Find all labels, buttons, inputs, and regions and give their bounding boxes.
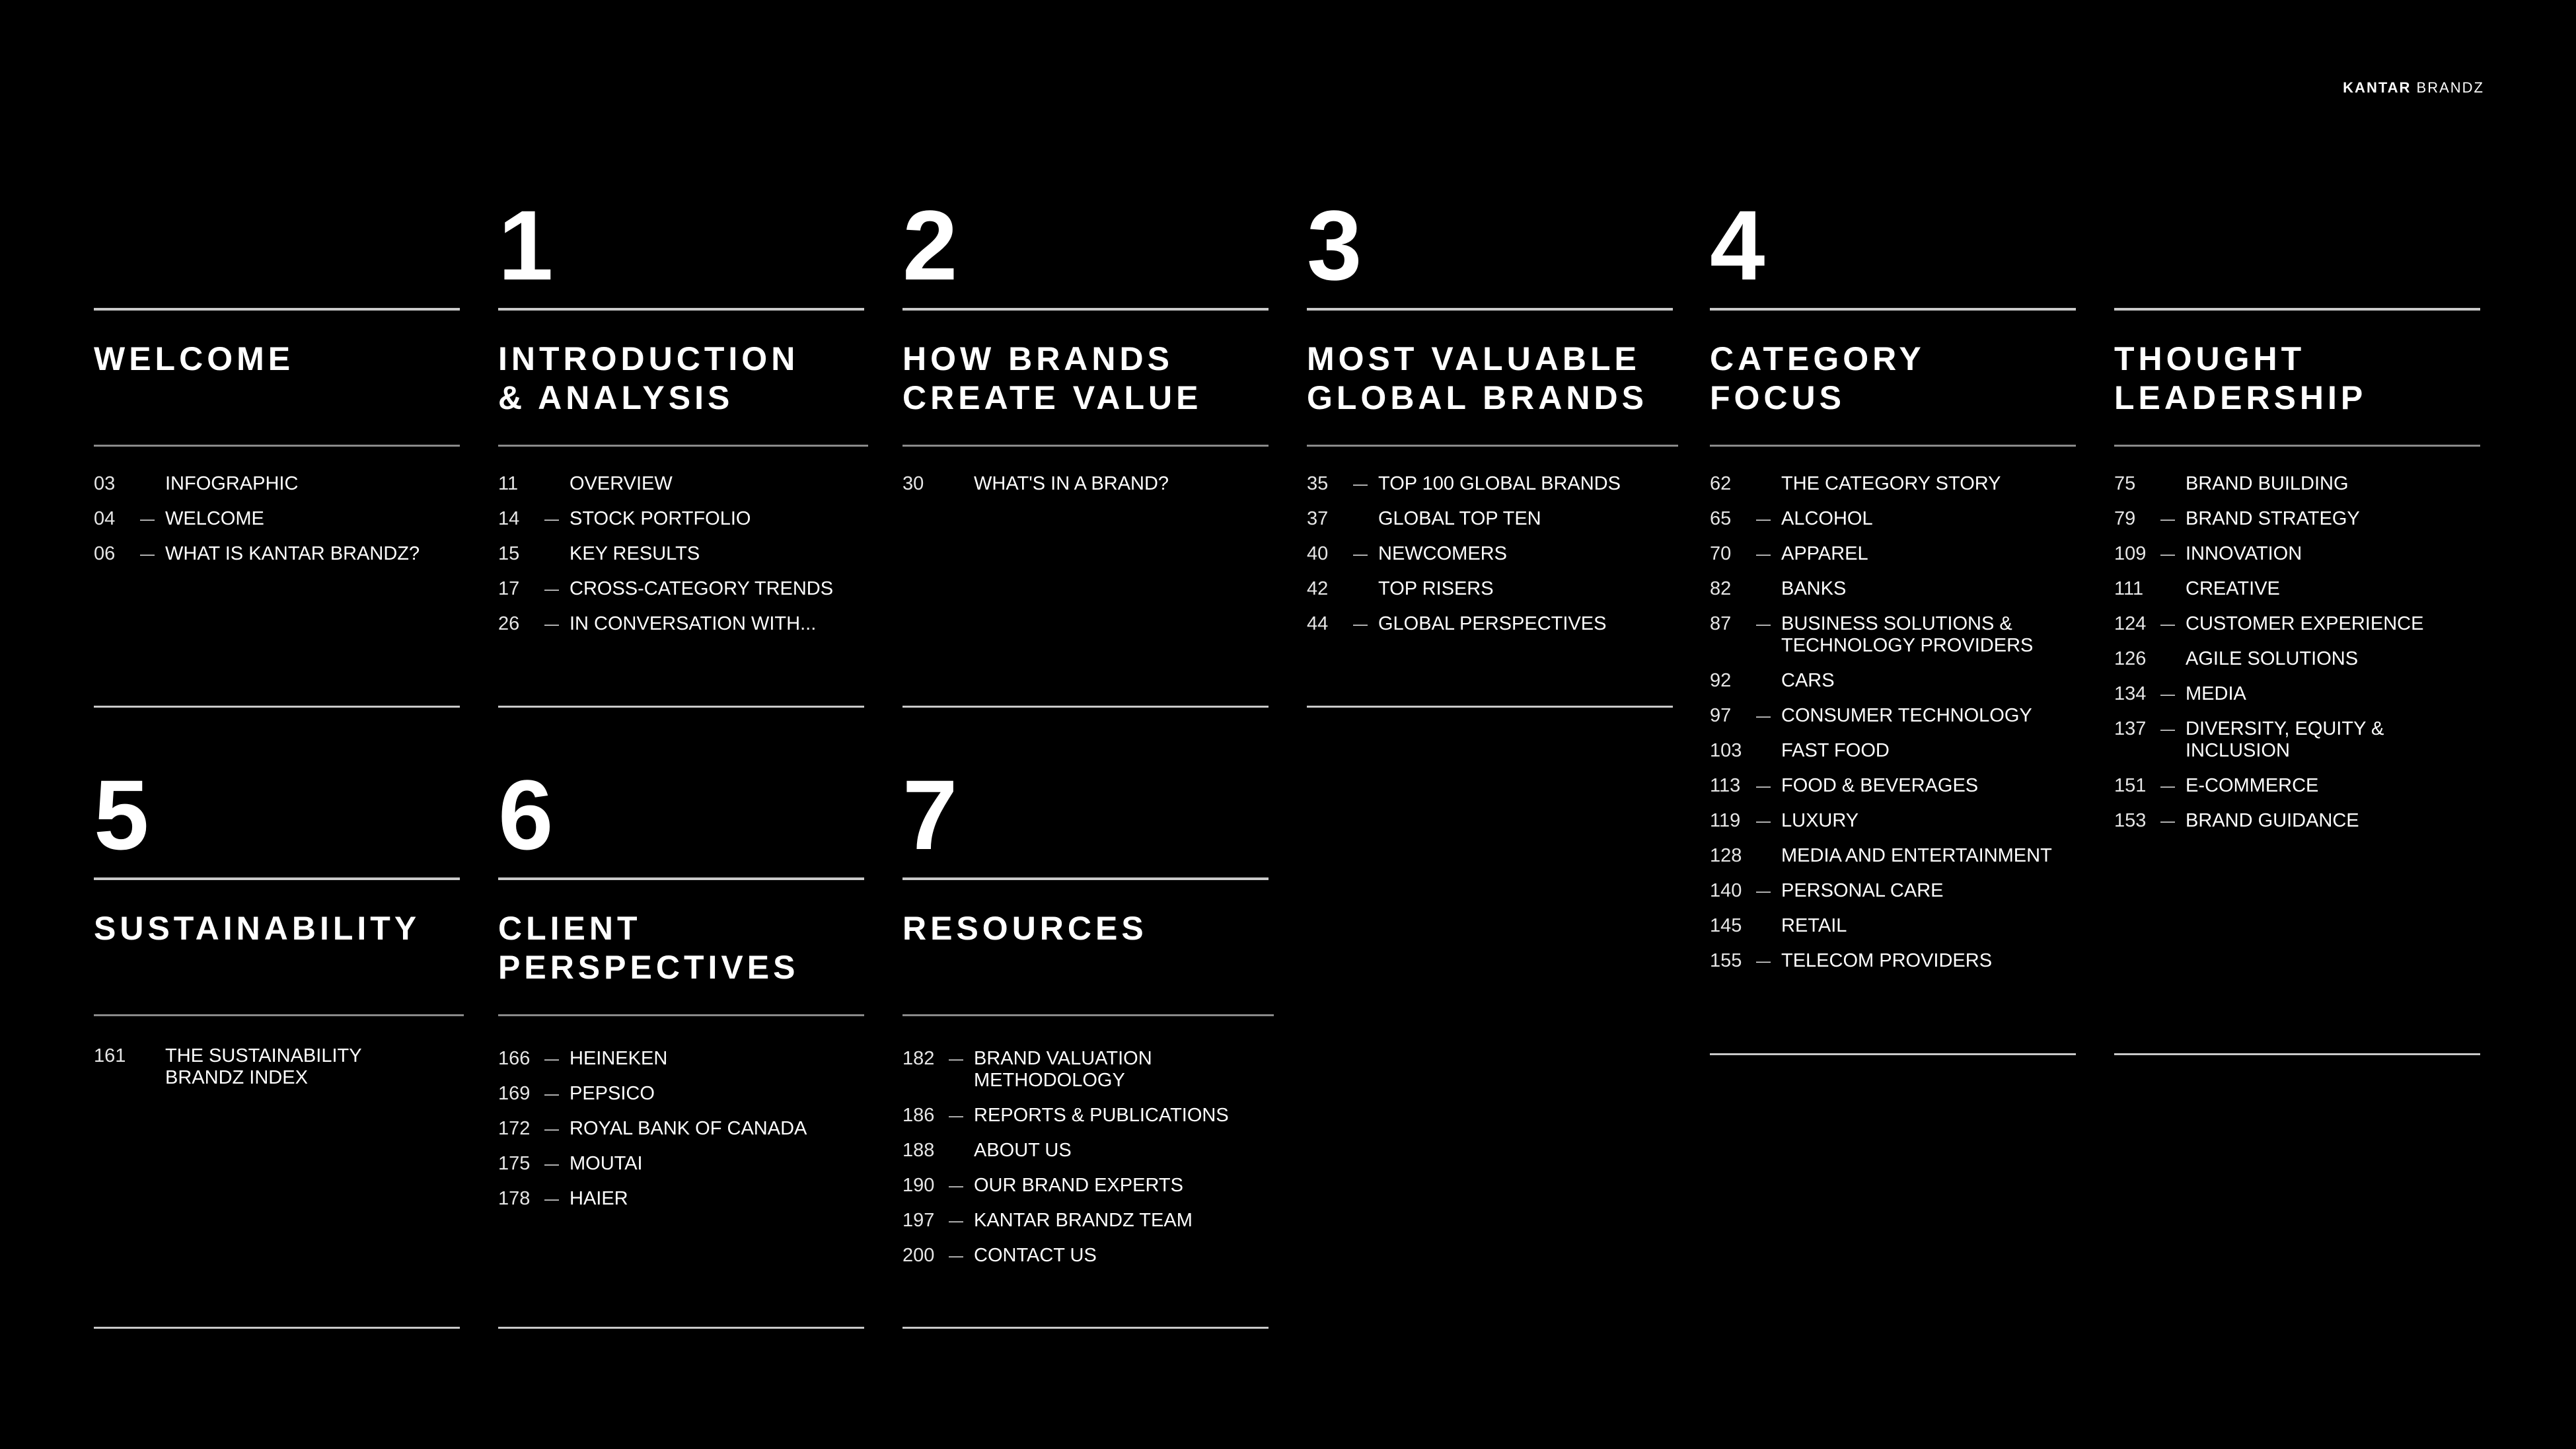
item-label: WHAT IS KANTAR BRANDZ? xyxy=(165,543,420,564)
page-number: 151 xyxy=(2114,775,2147,796)
section-title[interactable] xyxy=(498,340,799,418)
section-title[interactable] xyxy=(94,340,294,379)
section-items xyxy=(94,473,460,578)
section-title-line: INTRODUCTION xyxy=(498,340,799,377)
item-label: TOP RISERS xyxy=(1378,578,1494,599)
list-item[interactable] xyxy=(2114,683,2480,705)
item-label: MEDIA xyxy=(2186,683,2246,704)
section-items xyxy=(902,473,1269,508)
section-title-rule xyxy=(2114,445,2480,447)
dash-icon: — xyxy=(544,1086,559,1102)
item-label: GLOBAL PERSPECTIVES xyxy=(1378,613,1607,634)
section-number: 6 xyxy=(498,759,551,870)
section-number: 4 xyxy=(1710,190,1763,301)
item-label: BRAND VALUATION METHODOLOGY xyxy=(974,1048,1152,1091)
page-number: 44 xyxy=(1307,613,1329,634)
dash-icon: — xyxy=(1756,778,1771,794)
section-title[interactable] xyxy=(902,340,1202,418)
page-number: 188 xyxy=(902,1140,935,1161)
item-label: NEWCOMERS xyxy=(1378,543,1507,564)
section-title-line: HOW BRANDS xyxy=(902,340,1173,377)
list-item[interactable] xyxy=(498,1083,864,1105)
section-title-line: CREATE VALUE xyxy=(902,379,1202,416)
section-items xyxy=(902,1048,1269,1280)
list-item[interactable] xyxy=(902,1140,1269,1162)
section-title[interactable] xyxy=(94,909,420,948)
page-number: 65 xyxy=(1710,508,1732,529)
section-top-rule xyxy=(1307,308,1673,311)
page-number: 182 xyxy=(902,1048,935,1069)
section-title-line: THOUGHT xyxy=(2114,340,2306,377)
section-top-rule xyxy=(1710,308,2076,311)
section-title[interactable] xyxy=(2114,340,2367,418)
page-number: 109 xyxy=(2114,543,2147,564)
section-title[interactable] xyxy=(1307,340,1648,418)
section-title-line: GLOBAL BRANDS xyxy=(1307,379,1648,416)
item-label: HEINEKEN xyxy=(570,1048,668,1069)
list-item[interactable] xyxy=(498,1188,864,1210)
item-label: CROSS-CATEGORY TRENDS xyxy=(570,578,834,599)
item-label: FAST FOOD xyxy=(1781,740,1890,761)
page-number: 153 xyxy=(2114,810,2147,831)
item-label: CONTACT US xyxy=(974,1245,1097,1266)
section-top-rule xyxy=(94,308,460,311)
page-number: 137 xyxy=(2114,718,2147,739)
page-number: 75 xyxy=(2114,473,2136,494)
list-item[interactable] xyxy=(1307,508,1673,530)
brand-logo xyxy=(2343,79,2484,96)
list-item[interactable] xyxy=(2114,578,2480,600)
list-item[interactable] xyxy=(498,1048,864,1070)
dash-icon: — xyxy=(949,1107,963,1124)
section-title-rule xyxy=(498,445,868,447)
list-item[interactable] xyxy=(2114,473,2480,495)
list-item[interactable] xyxy=(1710,845,2076,867)
dash-icon: — xyxy=(949,1177,963,1194)
item-label: THE SUSTAINABILITY BRANDZ INDEX xyxy=(165,1045,362,1088)
item-label: IN CONVERSATION WITH... xyxy=(570,613,817,634)
list-item[interactable] xyxy=(902,473,1269,495)
list-item[interactable] xyxy=(2114,775,2480,797)
section-title-line: WELCOME xyxy=(94,340,295,377)
item-label: E-COMMERCE xyxy=(2186,775,2319,796)
section-items xyxy=(2114,473,2480,845)
dash-icon: — xyxy=(1756,813,1771,829)
item-label: LUXURY xyxy=(1781,810,1859,831)
page-number: 42 xyxy=(1307,578,1329,599)
list-item[interactable] xyxy=(498,613,864,635)
page-number: 92 xyxy=(1710,670,1732,691)
page-number: 11 xyxy=(498,473,519,494)
list-item[interactable] xyxy=(902,1175,1269,1197)
list-item[interactable] xyxy=(94,543,460,565)
dash-icon: — xyxy=(2160,813,2175,829)
section-title-line: CATEGORY xyxy=(1710,340,1925,377)
dash-icon: — xyxy=(1756,883,1771,899)
page-number: 178 xyxy=(498,1188,531,1209)
section-top-rule xyxy=(498,308,864,311)
section-number: 7 xyxy=(902,759,955,870)
section-title-line: LEADERSHIP xyxy=(2114,379,2367,416)
section-items xyxy=(498,473,864,648)
section-title-line: PERSPECTIVES xyxy=(498,949,799,986)
section-top-rule xyxy=(902,308,1269,311)
dash-icon: — xyxy=(949,1051,963,1067)
item-label: OUR BRAND EXPERTS xyxy=(974,1175,1183,1196)
list-item[interactable] xyxy=(498,1118,864,1140)
page-number: 37 xyxy=(1307,508,1329,529)
page-number: 14 xyxy=(498,508,520,529)
list-item[interactable] xyxy=(498,473,864,495)
dash-icon: — xyxy=(2160,721,2175,737)
list-item[interactable] xyxy=(1710,705,2076,727)
list-item[interactable] xyxy=(1710,473,2076,495)
list-item[interactable] xyxy=(2114,508,2480,530)
section-bottom-rule xyxy=(902,706,1269,708)
list-item[interactable] xyxy=(498,508,864,530)
item-label: ALCOHOL xyxy=(1781,508,1873,529)
list-item[interactable] xyxy=(1710,670,2076,692)
page-number: 145 xyxy=(1710,915,1742,936)
list-item[interactable] xyxy=(1710,543,2076,565)
list-item[interactable] xyxy=(2114,810,2480,832)
section-number: 5 xyxy=(94,759,147,870)
section-title[interactable] xyxy=(1710,340,1925,418)
item-label: HAIER xyxy=(570,1188,628,1209)
page-number: 134 xyxy=(2114,683,2147,704)
item-label: BRAND STRATEGY xyxy=(2186,508,2360,529)
item-label: OVERVIEW xyxy=(570,473,673,494)
item-label: APPAREL xyxy=(1781,543,1868,564)
dash-icon: — xyxy=(2160,511,2175,527)
dash-icon: — xyxy=(2160,546,2175,562)
list-item[interactable] xyxy=(2114,718,2480,762)
item-label: CONSUMER TECHNOLOGY xyxy=(1781,705,2032,726)
page-number: 35 xyxy=(1307,473,1329,494)
list-item[interactable] xyxy=(1710,915,2076,937)
list-item[interactable] xyxy=(1307,613,1673,635)
dash-icon: — xyxy=(949,1247,963,1264)
brand-logo-light: BRANDZ xyxy=(2416,79,2484,96)
item-label: WELCOME xyxy=(165,508,264,529)
page-number: 03 xyxy=(94,473,116,494)
page-number: 190 xyxy=(902,1175,935,1196)
list-item[interactable] xyxy=(498,1153,864,1175)
item-label: RETAIL xyxy=(1781,915,1847,936)
section-title-line: CLIENT xyxy=(498,910,642,947)
page-number: 103 xyxy=(1710,740,1742,761)
section-bottom-rule xyxy=(94,706,460,708)
section-title-rule xyxy=(94,1014,464,1016)
page-number: 06 xyxy=(94,543,116,564)
list-item[interactable] xyxy=(1307,578,1673,600)
dash-icon: — xyxy=(544,1191,559,1207)
list-item[interactable] xyxy=(1710,613,2076,657)
item-label: BRAND BUILDING xyxy=(2186,473,2349,494)
dash-icon: — xyxy=(1756,953,1771,969)
list-item[interactable] xyxy=(1710,880,2076,902)
page-number: 186 xyxy=(902,1105,935,1126)
item-label: ABOUT US xyxy=(974,1140,1072,1161)
list-item[interactable] xyxy=(2114,648,2480,670)
section-items xyxy=(94,1045,460,1102)
page-number: 169 xyxy=(498,1083,531,1104)
page-number: 126 xyxy=(2114,648,2147,669)
page-number: 26 xyxy=(498,613,520,634)
section-bottom-rule xyxy=(2114,1053,2480,1055)
page-number: 172 xyxy=(498,1118,531,1139)
page-number: 30 xyxy=(902,473,924,494)
page-number: 161 xyxy=(94,1045,126,1066)
section-bottom-rule xyxy=(498,1327,864,1329)
page-number: 175 xyxy=(498,1153,531,1174)
section-title-rule xyxy=(902,445,1269,447)
page-number: 166 xyxy=(498,1048,531,1069)
item-label: DIVERSITY, EQUITY & INCLUSION xyxy=(2186,718,2384,761)
section-title-rule xyxy=(1710,445,2076,447)
dash-icon: — xyxy=(1756,616,1771,632)
item-label: TOP 100 GLOBAL BRANDS xyxy=(1378,473,1621,494)
section-title[interactable] xyxy=(902,909,1148,948)
section-top-rule xyxy=(94,877,460,880)
section-number: 3 xyxy=(1307,190,1360,301)
dash-icon: — xyxy=(1756,546,1771,562)
section-top-rule xyxy=(498,877,864,880)
item-label: MOUTAI xyxy=(570,1153,643,1174)
section-top-rule xyxy=(2114,308,2480,311)
list-item[interactable] xyxy=(1710,740,2076,762)
section-title-rule xyxy=(94,445,460,447)
item-label: ROYAL BANK OF CANADA xyxy=(570,1118,807,1139)
page-number: 113 xyxy=(1710,775,1741,796)
section-number: 1 xyxy=(498,190,551,301)
list-item[interactable] xyxy=(1710,950,2076,972)
section-title-rule xyxy=(1307,445,1678,447)
item-label: GLOBAL TOP TEN xyxy=(1378,508,1541,529)
list-item[interactable] xyxy=(498,578,864,600)
list-item[interactable] xyxy=(94,508,460,530)
list-item[interactable] xyxy=(1710,775,2076,797)
page-number: 111 xyxy=(2114,578,2144,599)
page-number: 15 xyxy=(498,543,520,564)
section-bottom-rule xyxy=(902,1327,1269,1329)
item-label: INNOVATION xyxy=(2186,543,2302,564)
item-label: KEY RESULTS xyxy=(570,543,700,564)
page-number: 04 xyxy=(94,508,116,529)
item-label: CUSTOMER EXPERIENCE xyxy=(2186,613,2424,634)
section-title-line: MOST VALUABLE xyxy=(1307,340,1640,377)
item-label: CARS xyxy=(1781,670,1835,691)
page-number: 197 xyxy=(902,1210,935,1231)
list-item[interactable] xyxy=(94,1045,460,1089)
section-title-rule xyxy=(902,1014,1274,1016)
dash-icon: — xyxy=(1353,616,1368,632)
dash-icon: — xyxy=(2160,616,2175,632)
dash-icon: — xyxy=(140,511,155,527)
page-number: 119 xyxy=(1710,810,1741,831)
page-number: 62 xyxy=(1710,473,1732,494)
dash-icon: — xyxy=(544,1051,559,1067)
list-item[interactable] xyxy=(2114,543,2480,565)
item-label: BUSINESS SOLUTIONS & TECHNOLOGY PROVIDERS xyxy=(1781,613,2034,656)
page-number: 40 xyxy=(1307,543,1329,564)
dash-icon: — xyxy=(1353,476,1368,492)
section-title[interactable] xyxy=(498,909,799,987)
section-title-line: SUSTAINABILITY xyxy=(94,910,421,947)
dash-icon: — xyxy=(544,616,559,632)
item-label: INFOGRAPHIC xyxy=(165,473,299,494)
list-item[interactable] xyxy=(2114,613,2480,635)
item-label: STOCK PORTFOLIO xyxy=(570,508,751,529)
dash-icon: — xyxy=(949,1212,963,1229)
page-number: 82 xyxy=(1710,578,1732,599)
list-item[interactable] xyxy=(1307,543,1673,565)
item-label: THE CATEGORY STORY xyxy=(1781,473,2001,494)
list-item[interactable] xyxy=(498,543,864,565)
section-title-line: FOCUS xyxy=(1710,379,1845,416)
list-item[interactable] xyxy=(1710,810,2076,832)
dash-icon: — xyxy=(1756,708,1771,724)
page-number: 128 xyxy=(1710,845,1742,866)
page-number: 87 xyxy=(1710,613,1732,634)
list-item[interactable] xyxy=(902,1105,1269,1127)
item-label: FOOD & BEVERAGES xyxy=(1781,775,1979,796)
section-items xyxy=(1710,473,2076,985)
item-label: PEPSICO xyxy=(570,1083,655,1104)
list-item[interactable] xyxy=(1710,578,2076,600)
page-number: 140 xyxy=(1710,880,1742,901)
section-bottom-rule xyxy=(1307,706,1673,708)
item-label: BRAND GUIDANCE xyxy=(2186,810,2359,831)
item-label: PERSONAL CARE xyxy=(1781,880,1944,901)
page-number: 97 xyxy=(1710,705,1732,726)
page-number: 70 xyxy=(1710,543,1732,564)
section-items xyxy=(498,1048,864,1223)
dash-icon: — xyxy=(544,1156,559,1172)
dash-icon: — xyxy=(1353,546,1368,562)
page-number: 155 xyxy=(1710,950,1742,971)
list-item[interactable] xyxy=(94,473,460,495)
section-title-line: RESOURCES xyxy=(902,910,1148,947)
dash-icon: — xyxy=(140,546,155,562)
item-label: BANKS xyxy=(1781,578,1847,599)
list-item[interactable] xyxy=(1710,508,2076,530)
list-item[interactable] xyxy=(902,1048,1269,1092)
item-label: KANTAR BRANDZ TEAM xyxy=(974,1210,1193,1231)
item-label: REPORTS & PUBLICATIONS xyxy=(974,1105,1229,1126)
dash-icon: — xyxy=(2160,686,2175,702)
section-title-rule xyxy=(498,1014,864,1016)
item-label: AGILE SOLUTIONS xyxy=(2186,648,2359,669)
section-top-rule xyxy=(902,877,1269,880)
list-item[interactable] xyxy=(902,1245,1269,1267)
section-bottom-rule xyxy=(94,1327,460,1329)
page-number: 124 xyxy=(2114,613,2147,634)
section-number: 2 xyxy=(902,190,955,301)
dash-icon: — xyxy=(2160,778,2175,794)
dash-icon: — xyxy=(1756,511,1771,527)
brand-logo-bold: KANTAR xyxy=(2343,79,2411,96)
page-number: 79 xyxy=(2114,508,2136,529)
section-title-line: & ANALYSIS xyxy=(498,379,734,416)
item-label: CREATIVE xyxy=(2186,578,2280,599)
page-number: 200 xyxy=(902,1245,935,1266)
dash-icon: — xyxy=(544,1121,559,1137)
list-item[interactable] xyxy=(902,1210,1269,1232)
section-bottom-rule xyxy=(498,706,864,708)
item-label: MEDIA AND ENTERTAINMENT xyxy=(1781,845,2052,866)
list-item[interactable] xyxy=(1307,473,1673,495)
dash-icon: — xyxy=(544,581,559,597)
page-number: 17 xyxy=(498,578,520,599)
section-bottom-rule xyxy=(1710,1053,2076,1055)
dash-icon: — xyxy=(544,511,559,527)
item-label: TELECOM PROVIDERS xyxy=(1781,950,1993,971)
item-label: WHAT'S IN A BRAND? xyxy=(974,473,1169,494)
section-items xyxy=(1307,473,1673,648)
